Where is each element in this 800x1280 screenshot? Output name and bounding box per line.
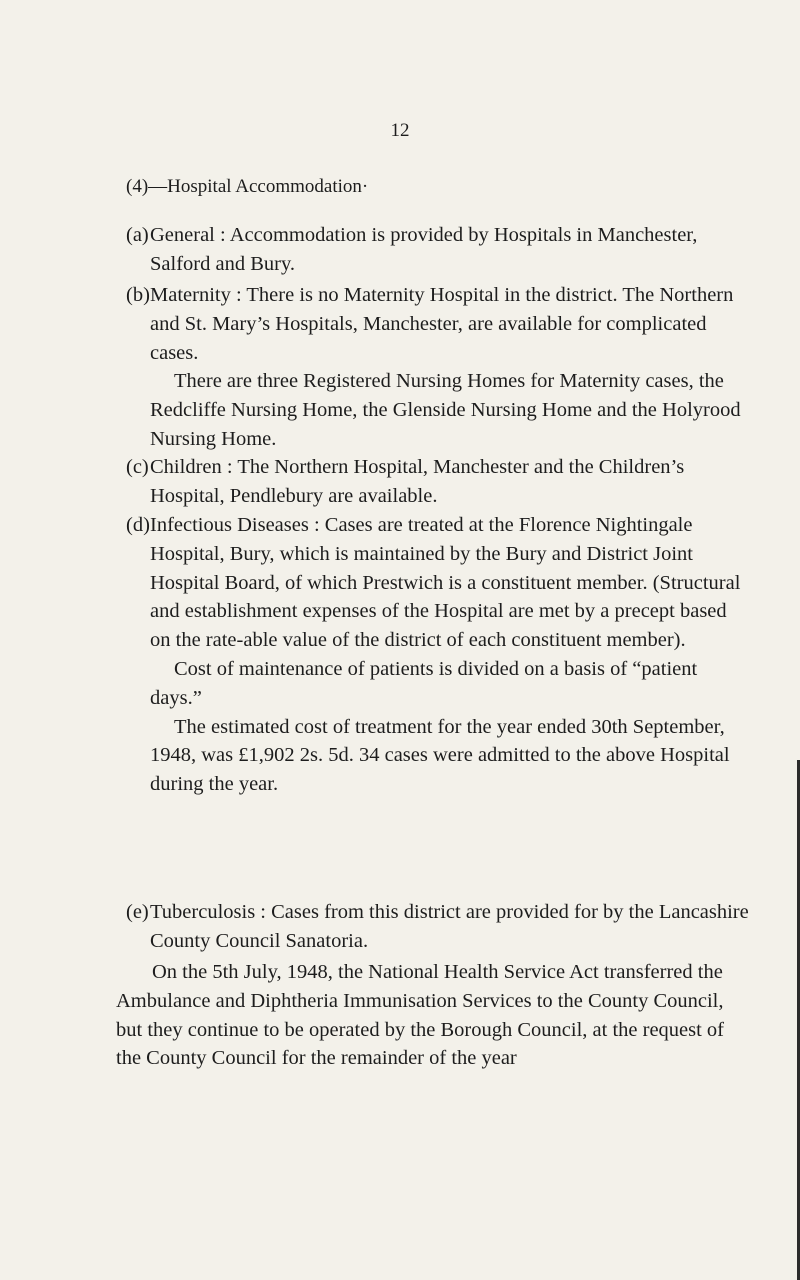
item-paragraph: There are three Registered Nursing Homes for Maternity cases, the Redcliffe Nursing Home, the Glenside Nursing Home and the Holyrood Nursing Home.	[150, 370, 741, 450]
item-paragraph: General : Accommodation is provided by Hospitals in Manchester, Salford and Bury.	[150, 224, 698, 275]
item-paragraph: Children : The Northern Hospital, Manchester and the Children’s Hospital, Pendlebury are available.	[150, 456, 685, 507]
item-label: (d)	[126, 514, 150, 536]
item-infectious-diseases	[126, 511, 750, 799]
item-children	[126, 453, 750, 511]
item-label: (a)	[126, 224, 149, 246]
item-general	[126, 221, 750, 279]
closing-paragraph: On the 5th July, 1948, the National Health Service Act transferred the Ambulance and Diphtheria Immunisation Services to the County Council, but they continue to be operated by the Borough Council, at the request of the County Council for the remainder of the year	[116, 961, 725, 1070]
item-label: (b)	[126, 284, 150, 306]
item-paragraph: Infectious Diseases : Cases are treated at the Florence Nightingale Hospital, Bury, which is maintained by the Bury and District Joint Hospital Board, of which Prestwich is a constituent member. (Structural and establishment expenses of the Hospital are met by a precept based on the rate-able value of the district of each constituent member).	[150, 514, 741, 652]
item-paragraph: Cost of maintenance of patients is divided on a basis of “patient days.”	[150, 657, 698, 709]
item-paragraph: Tuberculosis : Cases from this district are provided for by the Lancashire County Council Sanatoria.	[150, 901, 749, 952]
section-heading: (4)—Hospital Accommodation·	[126, 176, 369, 197]
item-maternity	[126, 281, 750, 454]
item-tuberculosis	[126, 898, 750, 956]
item-label: (c)	[126, 456, 149, 478]
item-label: (e)	[126, 901, 149, 923]
item-paragraph: The estimated cost of treatment for the year ended 30th September, 1948, was £1,902 2s. 5d. 34 cases were admitted to the above Hospital during the year.	[150, 715, 730, 796]
page-number: 12	[390, 120, 410, 141]
item-paragraph: Maternity : There is no Maternity Hospital in the district. The Northern and St. Mary’s Hospitals, Manchester, are available for complicated cases.	[150, 284, 734, 364]
